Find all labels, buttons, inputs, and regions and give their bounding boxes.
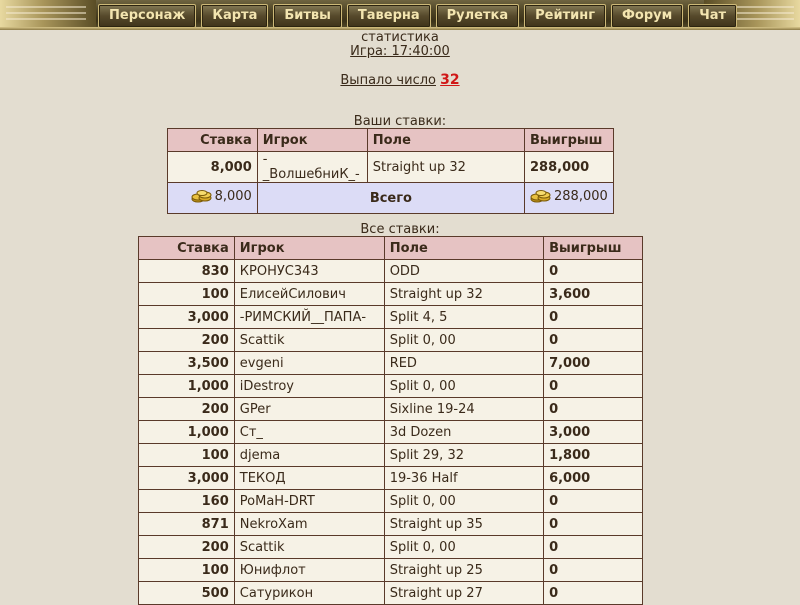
game-time-wrap bbox=[0, 44, 800, 59]
field-cell: Split 4, 5 bbox=[384, 306, 543, 329]
player-cell: -_ВолшебниК_- bbox=[257, 152, 367, 183]
player-cell: Scattik bbox=[234, 536, 384, 559]
nav-forum[interactable]: Форум bbox=[611, 4, 683, 28]
table-row bbox=[139, 260, 643, 283]
player-cell: ТЕКОД bbox=[234, 467, 384, 490]
table-row bbox=[139, 421, 643, 444]
total-label: Всего bbox=[257, 183, 524, 214]
col-field: Поле bbox=[384, 237, 543, 260]
game-time-link[interactable]: Игра: 17:40:00 bbox=[350, 44, 450, 59]
win-cell: 3,000 bbox=[544, 421, 643, 444]
player-cell: iDestroy bbox=[234, 375, 384, 398]
player-cell: GPer bbox=[234, 398, 384, 421]
table-row bbox=[139, 352, 643, 375]
col-win: Выигрыш bbox=[544, 237, 643, 260]
table-row bbox=[139, 513, 643, 536]
total-stake-value: 8,000 bbox=[214, 189, 252, 204]
win-cell: 0 bbox=[544, 490, 643, 513]
win-cell: 0 bbox=[544, 513, 643, 536]
nav-tavern[interactable]: Таверна bbox=[347, 4, 431, 28]
stake-cell: 100 bbox=[139, 444, 235, 467]
player-cell: djema bbox=[234, 444, 384, 467]
player-cell: Scattik bbox=[234, 329, 384, 352]
col-win: Выигрыш bbox=[525, 129, 614, 152]
player-cell: Сатурикон bbox=[234, 582, 384, 605]
result-number: 32 bbox=[440, 72, 460, 88]
table-row bbox=[139, 559, 643, 582]
stake-cell: 871 bbox=[139, 513, 235, 536]
gold-coins-icon bbox=[530, 189, 552, 207]
stake-cell: 200 bbox=[139, 329, 235, 352]
field-cell: RED bbox=[384, 352, 543, 375]
col-stake: Ставка bbox=[139, 237, 235, 260]
table-row bbox=[139, 306, 643, 329]
win-cell: 1,800 bbox=[544, 444, 643, 467]
field-cell: Straight up 32 bbox=[384, 283, 543, 306]
player-cell: NekroXam bbox=[234, 513, 384, 536]
stake-cell: 500 bbox=[139, 582, 235, 605]
page-title: статистика bbox=[361, 30, 439, 45]
main-nav bbox=[98, 4, 737, 28]
all-bets-table bbox=[138, 236, 643, 605]
col-field: Поле bbox=[367, 129, 524, 152]
field-cell: Sixline 19-24 bbox=[384, 398, 543, 421]
table-row bbox=[139, 375, 643, 398]
field-cell: Split 0, 00 bbox=[384, 536, 543, 559]
win-cell: 0 bbox=[544, 260, 643, 283]
table-row bbox=[139, 329, 643, 352]
result-label: Выпало число bbox=[340, 73, 436, 88]
player-cell: ЕлисейСилович bbox=[234, 283, 384, 306]
nav-chat[interactable]: Чат bbox=[688, 4, 737, 28]
win-cell: 0 bbox=[544, 398, 643, 421]
stake-cell: 160 bbox=[139, 490, 235, 513]
stake-cell: 200 bbox=[139, 398, 235, 421]
win-cell: 0 bbox=[544, 582, 643, 605]
stake-cell: 100 bbox=[139, 283, 235, 306]
player-cell: -РИМСКИЙ__ПАПА- bbox=[234, 306, 384, 329]
player-cell: КРОНУС343 bbox=[234, 260, 384, 283]
table-row bbox=[139, 467, 643, 490]
stake-cell: 3,000 bbox=[139, 467, 235, 490]
wing-ornament-left bbox=[0, 0, 96, 30]
stake-cell: 100 bbox=[139, 559, 235, 582]
nav-battles[interactable]: Битвы bbox=[273, 4, 342, 28]
result-line bbox=[0, 72, 800, 88]
player-cell: PoMaH-DRT bbox=[234, 490, 384, 513]
field-cell: Split 0, 00 bbox=[384, 329, 543, 352]
table-row bbox=[139, 490, 643, 513]
total-win-value: 288,000 bbox=[554, 189, 608, 204]
field-cell: 3d Dozen bbox=[384, 421, 543, 444]
col-stake: Ставка bbox=[168, 129, 258, 152]
nav-roulette[interactable]: Рулетка bbox=[436, 4, 519, 28]
table-row bbox=[168, 152, 614, 183]
stake-cell: 8,000 bbox=[168, 152, 258, 183]
table-header-row bbox=[168, 129, 614, 152]
win-cell: 0 bbox=[544, 306, 643, 329]
field-cell: Straight up 25 bbox=[384, 559, 543, 582]
stake-cell: 830 bbox=[139, 260, 235, 283]
top-banner bbox=[0, 0, 800, 30]
all-bets-caption: Все ставки: bbox=[360, 222, 440, 237]
stake-cell: 3,500 bbox=[139, 352, 235, 375]
field-cell: Split 29, 32 bbox=[384, 444, 543, 467]
col-player: Игрок bbox=[234, 237, 384, 260]
total-row bbox=[168, 183, 614, 214]
stake-cell: 1,000 bbox=[139, 375, 235, 398]
table-row bbox=[139, 582, 643, 605]
total-win-cell bbox=[525, 183, 614, 214]
win-cell: 288,000 bbox=[525, 152, 614, 183]
my-bets-caption: Ваши ставки: bbox=[353, 114, 447, 129]
field-cell: Split 0, 00 bbox=[384, 490, 543, 513]
stake-cell: 200 bbox=[139, 536, 235, 559]
field-cell: Straight up 32 bbox=[367, 152, 524, 183]
gold-coins-icon bbox=[191, 189, 213, 207]
field-cell: Straight up 27 bbox=[384, 582, 543, 605]
win-cell: 0 bbox=[544, 559, 643, 582]
field-cell: 19-36 Half bbox=[384, 467, 543, 490]
player-cell: Ст_ bbox=[234, 421, 384, 444]
player-cell: Юнифлот bbox=[234, 559, 384, 582]
win-cell: 0 bbox=[544, 329, 643, 352]
stake-cell: 3,000 bbox=[139, 306, 235, 329]
win-cell: 7,000 bbox=[544, 352, 643, 375]
field-cell: ODD bbox=[384, 260, 543, 283]
player-cell: evgeni bbox=[234, 352, 384, 375]
total-stake-cell bbox=[168, 183, 258, 214]
table-row bbox=[139, 398, 643, 421]
field-cell: Split 0, 00 bbox=[384, 375, 543, 398]
nav-rating[interactable]: Рейтинг bbox=[524, 4, 606, 28]
table-row bbox=[139, 536, 643, 559]
my-bets-table bbox=[167, 128, 614, 214]
win-cell: 0 bbox=[544, 375, 643, 398]
table-header-row bbox=[139, 237, 643, 260]
win-cell: 0 bbox=[544, 536, 643, 559]
win-cell: 3,600 bbox=[544, 283, 643, 306]
table-row bbox=[139, 283, 643, 306]
nav-character[interactable]: Персонаж bbox=[98, 4, 196, 28]
field-cell: Straight up 35 bbox=[384, 513, 543, 536]
table-row bbox=[139, 444, 643, 467]
all-bets-body bbox=[139, 260, 643, 605]
win-cell: 6,000 bbox=[544, 467, 643, 490]
col-player: Игрок bbox=[257, 129, 367, 152]
stake-cell: 1,000 bbox=[139, 421, 235, 444]
nav-map[interactable]: Карта bbox=[201, 4, 268, 28]
